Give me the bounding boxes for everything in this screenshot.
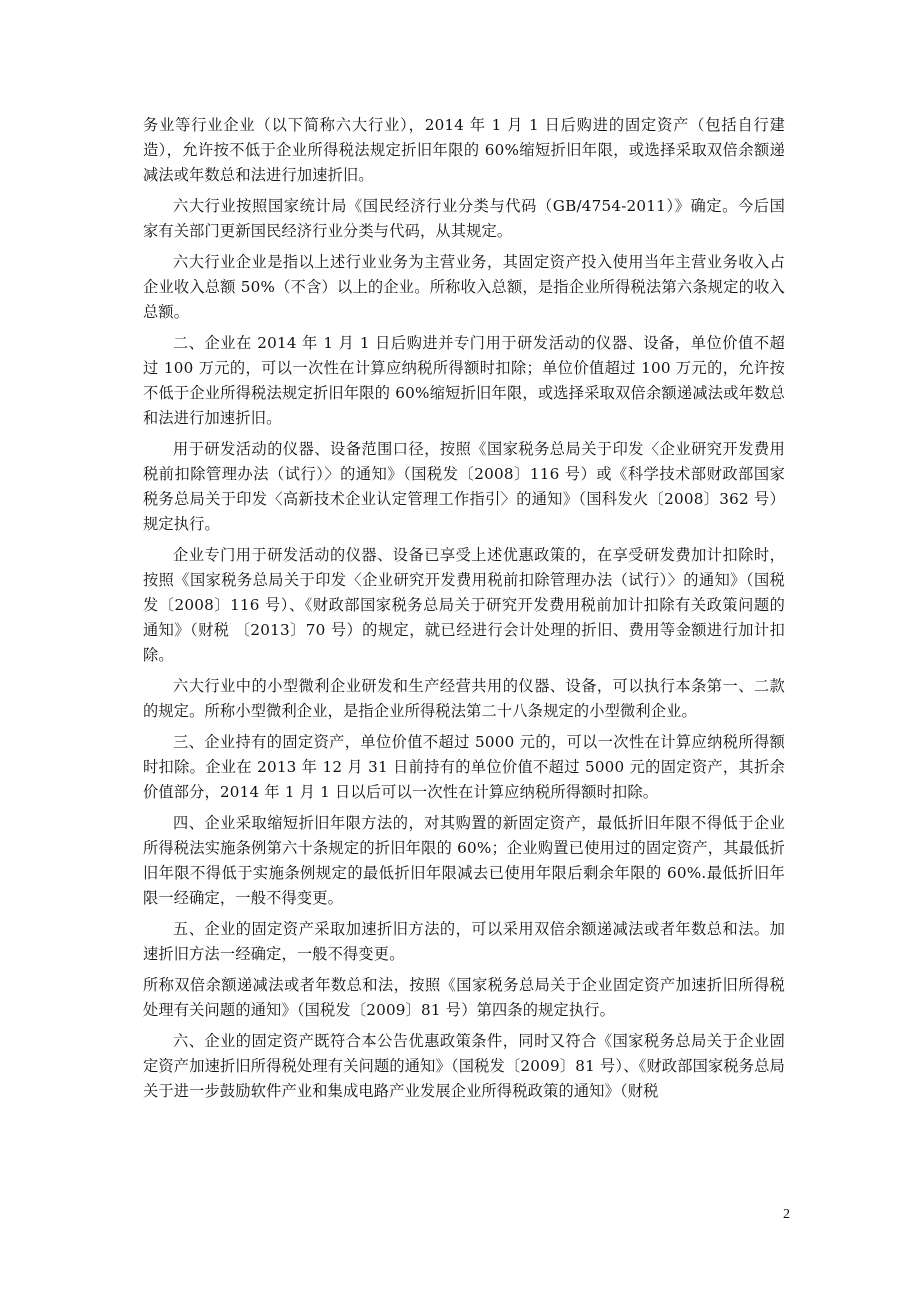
document-body	[143, 113, 785, 1110]
paragraph-1: 务业等行业企业（以下简称六大行业），2014 年 1 月 1 日后购进的固定资产（包括自行建造），允许按不低于企业所得税法规定折旧年限的 60%缩短折旧年限，或选择采取双倍余额递减法或年数总和法进行加速折旧。	[143, 116, 785, 184]
paragraph-8: 三、企业持有的固定资产，单位价值不超过 5000 元的，可以一次性在计算应纳税所得额时扣除。企业在 2013 年 12 月 31 日前持有的单位价值不超过 5000 元的固定资产，其折余价值部分，2014 年 1 月 1 日以后可以一次性在计算应纳税所得额时扣除。	[143, 733, 785, 801]
paragraph-2: 六大行业按照国家统计局《国民经济行业分类与代码（GB/4754-2011）》确定。今后国家有关部门更新国民经济行业分类与代码，从其规定。	[143, 197, 785, 240]
paragraph-7: 六大行业中的小型微利企业研发和生产经营共用的仪器、设备，可以执行本条第一、二款的规定。所称小型微利企业，是指企业所得税法第二十八条规定的小型微利企业。	[143, 677, 785, 720]
page-number: 2	[783, 1207, 790, 1222]
paragraph-12: 六、企业的固定资产既符合本公告优惠政策条件，同时又符合《国家税务总局关于企业固定资产加速折旧所得税处理有关问题的通知》（国税发〔2009〕81 号）、《财政部国家税务总局关于进一步鼓励软件产业和集成电路产业发展企业所得税政策的通知》（财税	[143, 1032, 785, 1100]
paragraph-10: 五、企业的固定资产采取加速折旧方法的，可以采用双倍余额递减法或者年数总和法。加速折旧方法一经确定，一般不得变更。	[143, 920, 785, 963]
paragraph-9: 四、企业采取缩短折旧年限方法的，对其购置的新固定资产，最低折旧年限不得低于企业所得税法实施条例第六十条规定的折旧年限的 60%；企业购置已使用过的固定资产，其最低折旧年限不得低于实施条例规定的最低折旧年限减去已使用年限后剩余年限的 60%.最低折旧年限一经确定，一般不得变更。	[143, 814, 785, 907]
paragraph-11: 所称双倍余额递减法或者年数总和法，按照《国家税务总局关于企业固定资产加速折旧所得税处理有关问题的通知》（国税发〔2009〕81 号）第四条的规定执行。	[143, 976, 785, 1019]
paragraph-4: 二、企业在 2014 年 1 月 1 日后购进并专门用于研发活动的仪器、设备，单位价值不超过 100 万元的，可以一次性在计算应纳税所得额时扣除；单位价值超过 100 万元的，允许按不低于企业所得税法规定折旧年限的 60%缩短折旧年限，或选择采取双倍余额递减法或年数总和法进行加速折旧。	[143, 334, 785, 427]
paragraph-6: 企业专门用于研发活动的仪器、设备已享受上述优惠政策的，在享受研发费加计扣除时，按照《国家税务总局关于印发〈企业研究开发费用税前扣除管理办法（试行）〉的通知》（国税发〔2008〕116 号）、《财政部国家税务总局关于研究开发费用税前加计扣除有关政策问题的通知》（财税 〔2013〕70 号）的规定，就已经进行会计处理的折旧、费用等金额进行加计扣除。	[143, 546, 785, 664]
paragraph-5: 用于研发活动的仪器、设备范围口径，按照《国家税务总局关于印发〈企业研究开发费用税前扣除管理办法（试行）〉的通知》（国税发〔2008〕116 号）或《科学技术部财政部国家税务总局关于印发〈高新技术企业认定管理工作指引〉的通知》（国科发火〔2008〕362 号）规定执行。	[143, 440, 785, 533]
paragraph-3: 六大行业企业是指以上述行业业务为主营业务，其固定资产投入使用当年主营业务收入占企业收入总额 50%（不含）以上的企业。所称收入总额，是指企业所得税法第六条规定的收入总额。	[143, 253, 785, 321]
